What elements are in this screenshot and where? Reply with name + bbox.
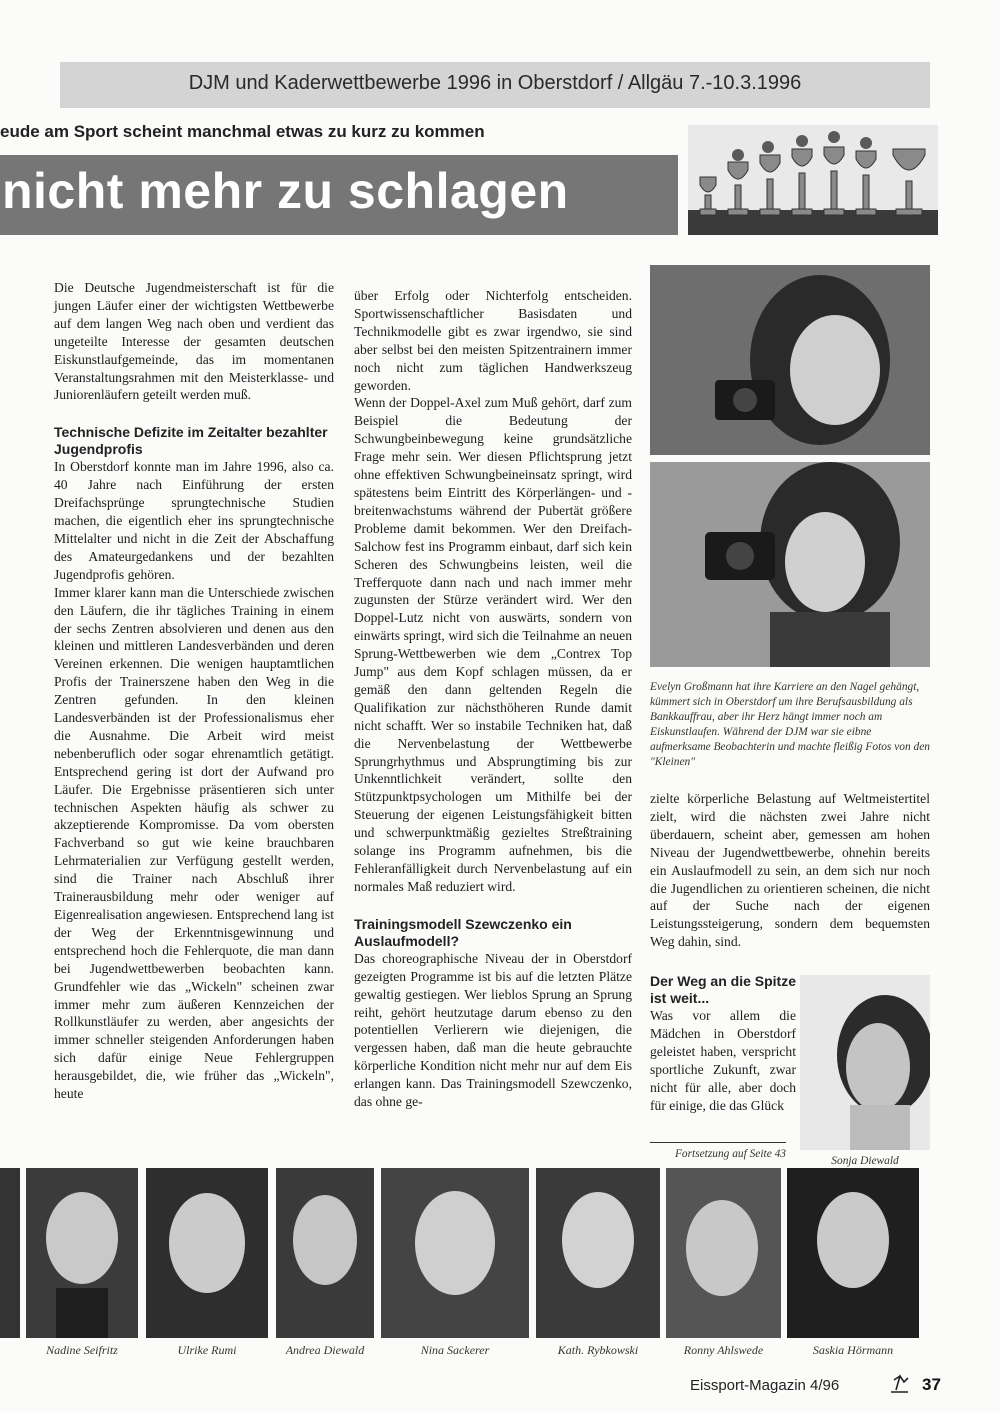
photo-evelyn-1-image [650, 265, 930, 455]
portrait-row [0, 1168, 1000, 1338]
kicker-line: eude am Sport scheint manchmal etwas zu kurz zu kommen [0, 122, 485, 141]
portrait-name-6: Ronny Ahlswede [683, 1343, 764, 1357]
column3-paragraph-2: Was vor allem die Mädchen in Oberstdorf geleistet haben, verspricht sportliche Zukunft, zwar nicht für alle, aber doch für einige, die das Glück [650, 1008, 796, 1113]
portrait-name-1: Nadine Seifritz [46, 1343, 118, 1357]
column1-paragraph-1: In Oberstdorf konnte man im Jahre 1996, also ca. 40 Jahre nach Einführung der ersten Dreifachsprünge sprungtechnische Studien machen, die eigentlich eher ins sprungtechnische Mittelalter und nicht in die Zeit der Abschaffung des Amateurgedankens und der bezahlten Jugendprofis gehören. [54, 459, 334, 582]
page-number: 37 [922, 1375, 941, 1394]
portrait-name-5: Kath. Rybkowski [557, 1343, 639, 1357]
photo-caption: Evelyn Großmann hat ihre Karriere an den Nagel gehängt, kümmert sich in Oberstdorf um ihre Berufsausbildung als Bankkauffrau, aber ihr Herz hängt immer noch am Eiskunstlaufen. Während der DJM war sie eibne aufmerksame Beobachterin und machte fleißig Fotos von den "Kleinen" [650, 681, 930, 768]
subheading-1: Technische Defizite im Zeitalter bezahlter Jugendprofis [54, 424, 328, 458]
divider-line [650, 1142, 786, 1143]
column1-paragraph-2: Immer klarer kann man die Unterschiede zwischen den Läufern, die ihr tägliches Training in einem der sechs Zentren absolvieren und denen aus den kleinen und mittleren Landesverbänden und deren Vereinen erkennen. Die wenigen hauptamtlichen Profis der Trainerszene haben den Weg in die Zentren gefunden. In den kleinen Landesverbänden ist der Professionalismus eher die Ausnahme. Die Arbeit wird meist nebenberuflich oder sogar ehrenamtlich getätigt. Entsprechend gering ist dort der Aufwand pro Läufer. Die Ergebnisse präsentieren sich unter technischen Aspekten häufig als schwer zu akzeptierende Kompromisse. Da vom obersten Fachverband so gut wie keine brauchbaren Lehrmaterialien zur Verfügung gestellt werden, sind die Trainer nach Abschluß ihrer Trainerausbildung mehr oder weniger auf Eigenrealisation angewiesen. Entsprechend lang ist der Weg der Erkenntnisgewinnung und entsprechend hoch die Fehlerquote, die man dann bei Jugendwettbewerben beobachten kann. Grundfehler wie das „Wickeln" scheinen zwar immer mehr zum äußeren Kennzeichen der Rollkunstläufer zu werden, aber angesichts der immer schneller steigenden Anforderungen haben sich dafür einige Neue Fehlergruppen herausgebildet, die, wie früher das „Wickeln", heute [54, 584, 334, 1102]
portrait-photos [0, 1168, 1000, 1338]
sonja-caption: Sonja Diewald [831, 1155, 899, 1167]
column2-paragraph-1: über Erfolg oder Nichterfolg entscheiden. Sportwissenschaftlicher Basisdaten und Technikmodelle gibt es zwar irgendwo, sie sind aber selbst bei den meisten Spitzentrainern immer noch nicht zum täglichen Handwerkszeug geworden. [354, 288, 632, 393]
column-2 [354, 287, 632, 1111]
photo-sonja-image [800, 975, 930, 1150]
subheading-3: Der Weg an die Spitze ist weit... [650, 973, 796, 1006]
event-header: DJM und Kaderwettbewerbe 1996 in Oberstdorf / Allgäu 7.-10.3.1996 [188, 72, 802, 94]
column-1 [54, 279, 334, 1103]
ghost-print-through [0, 238, 640, 278]
photo-evelyn-2 [650, 462, 930, 667]
photo-evelyn-2-image [650, 462, 930, 667]
photo-evelyn-1 [650, 265, 930, 455]
headline: nicht mehr zu schlagen [2, 163, 569, 219]
photo-sonja [800, 975, 930, 1150]
column2-paragraph-2: Wenn der Doppel-Axel zum Muß gehört, darf zum Beispiel die Bedeutung der Schwungbeinbewegung keine grundsätzliche Frage mehr sein. Wer diesen Pflichtsprung jetzt ohne effektiven Schwungbeineinsatz springt, wird spätestens beim Eintritt des Körperlängen- und -breitenwachstums während der Pubertät größere Probleme damit bekommen. Wer den Dreifach-Salchow fest ins Programm einbaut, darf sich kein Scheren des Schwungbeins leisten, weil die Trefferquote dann nach und nach immer mehr zugunsten der Stürze verändert wird. Wer den Doppel-Lutz nicht von auswärts, sondern von einwärts springt, wird sich die Teilnahme an neuen Sprung-Wettbewerben wie dem „Contrex Top Jump" aus dem Kopf schlagen müssen, da er gemäß den dann geltenden Regeln die Qualifikation zur nächsthöheren Runde damit nicht schafft. Wer so instabile Techniken hat, daß die Nervenbelastung der Wettbewerbe Sprungrhythmus und Absprungtiming bis zur Unkenntlichkeit verändert, sollte den Stützpunktpsychologen um Mithilfe bei der Steuerung der eigenen Leistungsfähigkeit bitten und schwerpunktmäßig gezieltes Streßtraining solange ins Programm aufnehmen, bis die Fehleranfälligkeit durch Nervenbelastung auf ein normales Maß reduziert wird. [354, 395, 632, 894]
magazine-footer: Eissport-Magazin 4/96 [690, 1377, 840, 1394]
portrait-name-3: Andrea Diewald [285, 1343, 365, 1357]
continued-note: Fortsetzung auf Seite 43 [674, 1148, 786, 1160]
portrait-name-7: Saskia Hörmann [812, 1343, 894, 1357]
column2-paragraph-3: Das choreographische Niveau der in Oberstdorf gezeigten Programme ist bis auf die letzten Plätze gewaltig gestiegen. Wer lieblos Sprung an Sprung reiht, gehört heutzutage darum ebenso zu den potentiellen Verlierern wie diejenigen, die vergessen haben, daß man die heute gebrauchte körperliche Kondition nicht mehr nur auf dem Eis erlangen kann. Das Trainingsmodell Szewczenko, das ohne ge- [354, 950, 632, 1110]
column-3-lower [650, 973, 796, 1114]
subheading-2: Trainingsmodell Szewczenko ein Auslaufmodell? [354, 915, 572, 949]
skater-logo-icon [888, 1370, 912, 1396]
trophies-photo [688, 125, 938, 235]
column-3 [650, 790, 930, 951]
column3-paragraph-1: zielte körperliche Belastung auf Weltmeistertitel zielt, wird die nächsten zwei Jahre nicht überdauern, scheint aber, gemessen am hohen Niveau der Jugendwettbewerbe, ohnehin bereits ein Auslaufmodell zu sein, an dem sich nur noch die Jugendlichen zu orientieren scheinen, die nicht auf der Suche nach der eigenen Leistungssteigerung, sondern dem bequemsten Weg dahin, sind. [650, 791, 930, 950]
trophies-image [688, 125, 938, 235]
intro-paragraph: Die Deutsche Jugendmeisterschaft ist für die jungen Läufer einer der wichtigsten Wettbewerbe auf dem langen Weg nach oben und verdient das ungeteilte Interesse der gesamten deutschen Eiskunstlaufgemeinde, das im momentanen Veranstaltungsrahmen mit den Meisterklasse- und Juniorenläufern geteilt werden muß. [54, 280, 334, 403]
portrait-name-4: Nina Sackerer [420, 1343, 490, 1357]
portrait-name-2: Ulrike Rumi [177, 1343, 237, 1357]
